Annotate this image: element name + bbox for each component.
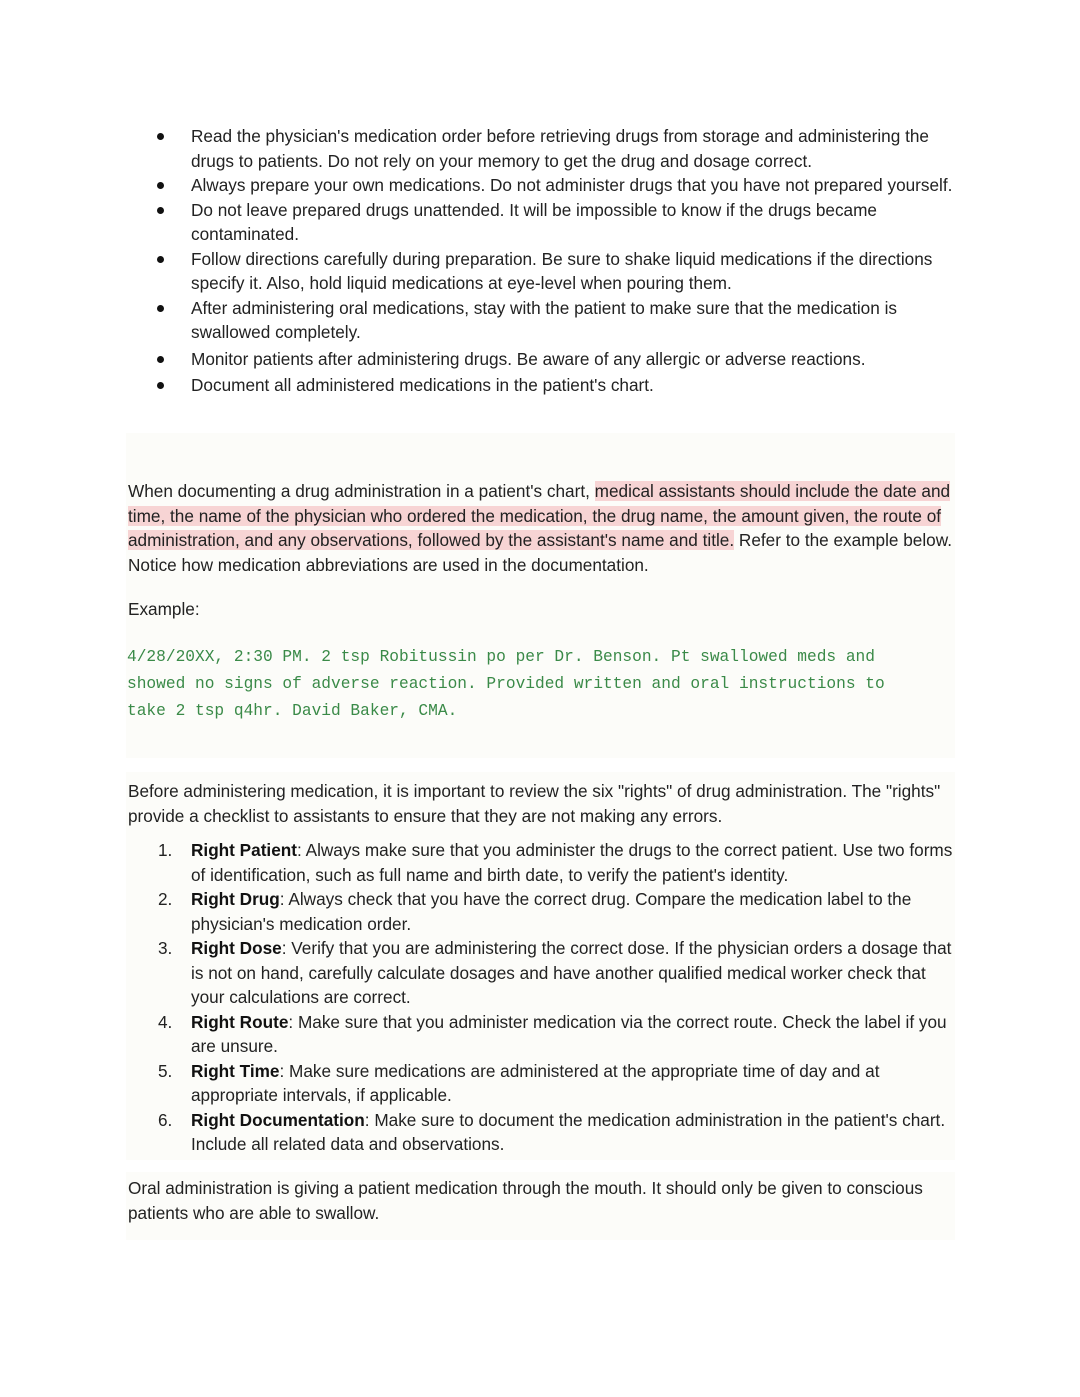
six-rights-list [128,838,954,1157]
list-item-text: Monitor patients after administering drugs. Be aware of any allergic or adverse reactions. [191,348,866,369]
right-description: : Always check that you have the correct drug. Compare the medication label to the physician's medication order. [191,889,912,934]
list-item [128,1108,954,1157]
right-term: Right Time [191,1060,280,1081]
right-description: : Make sure medications are administered at the appropriate time of day and at appropriate intervals, if applicable. [191,1060,880,1105]
list-item [128,296,954,345]
list-number: 3. [158,938,173,958]
list-number: 2. [158,889,173,909]
right-term: Right Documentation [191,1109,365,1130]
bullet-icon [157,207,164,214]
highlighted-text: medical assistants should include the date and time, the name of the physician who ordered the medication, the drug name, the amount given, the route of administration, and any observations, followed by the assistant's name and title. [128,481,951,550]
list-number: 1. [158,840,173,860]
right-term: Right Drug [191,889,280,909]
list-item [128,198,954,247]
list-item-text: Always prepare your own medications. Do not administer drugs that you have not prepared yourself. [191,175,953,195]
list-number: 6. [158,1109,173,1130]
medication-guidelines-list [128,124,954,398]
list-item [128,373,954,398]
list-item [128,347,954,372]
list-item [128,1059,954,1108]
list-item [128,936,954,1010]
rights-intro-paragraph: Before administering medication, it is important to review the six "rights" of drug administration. The "rights" provide a checklist to assistants to ensure that they are not making any errors. [128,781,941,826]
right-description: : Make sure to document the medication administration in the patient's chart. Include all related data and observations. [191,1109,946,1154]
list-item [128,887,954,936]
example-code-block [127,644,957,725]
right-term: Right Patient [191,840,297,860]
documentation-text-end: Refer to the example below. Notice how medication abbreviations are used in the documentation. [128,530,952,575]
list-item-text: Do not leave prepared drugs unattended. It will be impossible to know if the drugs became contaminated. [191,199,877,244]
list-item-text: Follow directions carefully during preparation. Be sure to shake liquid medications if the directions specify it. Also, hold liquid medications at eye-level when pouring them. [191,248,933,293]
list-number: 5. [158,1060,173,1081]
code-line: showed no signs of adverse reaction. Provided written and oral instructions to [127,675,885,693]
documentation-paragraph [128,479,954,577]
right-description: : Always make sure that you administer the drugs to the correct patient. Use two forms of identification, such as full name and birth date, to verify the patient's identity. [191,840,953,885]
right-description: : Verify that you are administering the correct dose. If the physician orders a dosage that is not on hand, carefully calculate dosages and have another qualified medical worker check that your calculations are correct. [191,938,952,1007]
documentation-text: When documenting a drug administration in a patient's chart, [128,481,595,501]
list-item [128,1010,954,1059]
code-line: 4/28/20XX, 2:30 PM. 2 tsp Robitussin po per Dr. Benson. Pt swallowed meds and [127,648,875,666]
oral-administration-paragraph: Oral administration is giving a patient medication through the mouth. It should only be given to conscious patients who are able to swallow. [128,1178,923,1223]
bullet-icon [157,305,164,312]
example-label: Example: [128,599,200,619]
right-term: Right Route [191,1011,289,1032]
bullet-icon [157,356,164,363]
list-item-text: Read the physician's medication order before retrieving drugs from storage and administering the drugs to patients. Do not rely on your memory to get the drug and dosage correct. [191,126,929,171]
list-item-text: After administering oral medications, stay with the patient to make sure that the medication is swallowed completely. [191,297,897,342]
right-description: : Make sure that you administer medication via the correct route. Check the label if you are unsure. [191,1011,947,1056]
list-item [128,838,954,887]
list-item-text: Document all administered medications in the patient's chart. [191,375,654,395]
right-term: Right Dose [191,938,282,958]
bullet-icon [157,133,164,140]
code-line: take 2 tsp q4hr. David Baker, CMA. [127,702,458,720]
list-item [128,124,954,173]
bullet-icon [157,182,164,189]
bullet-icon [157,382,164,389]
bullet-icon [157,256,164,263]
list-item [128,173,954,198]
list-item [128,247,954,296]
list-number: 4. [158,1011,173,1032]
